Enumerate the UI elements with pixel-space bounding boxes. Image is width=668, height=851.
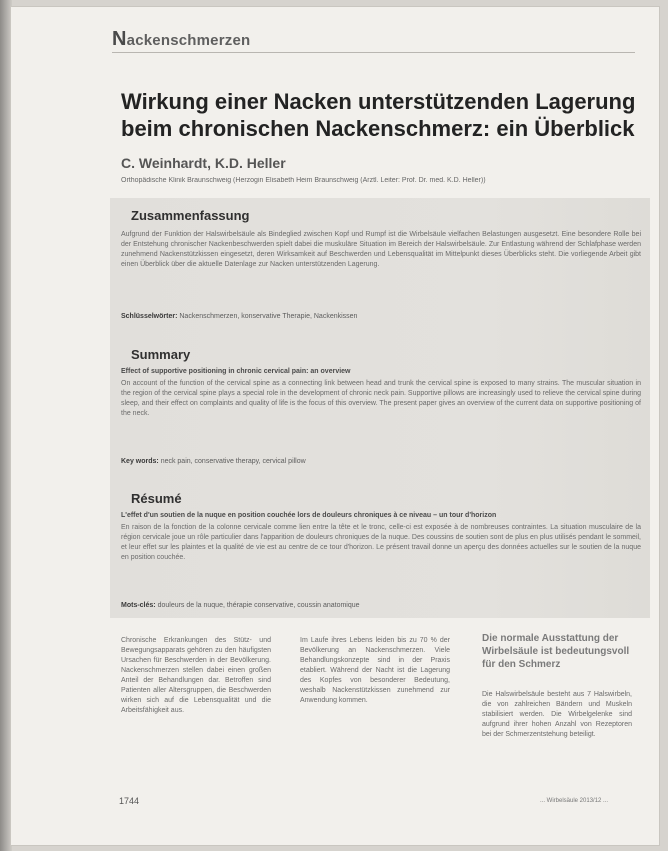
author-affiliation: Orthopädische Klinik Braunschweig (Herzogin Elisabeth Heim Braunschweig (Ärztl. Leiter: Prof. Dr. med. K.D. Heller)) bbox=[121, 177, 486, 184]
body-column-2: Im Laufe ihres Lebens leiden bis zu 70 % der Bevölkerung an Nackenschmerzen. Viele Behandlungskonzepte sind in der Praxis etabliert. Während der Nacht ist die Lagerung des Kopfes von besonderer Bedeutung, weshalb Nackenstützkissen zunehmend zur Anwendung kommen. bbox=[300, 637, 450, 704]
body-column-1: Chronische Erkrankungen des Stütz- und Bewegungsapparats gehören zu den häufigsten Ursachen für Beschwerden in der Bevölkerung. Nackenschmerzen stellen dabei einen großen Anteil der Behandlungen dar. Betroffen sind Patienten aller Altersgruppen, die Beschwerden wirken sich auf die Lebensqualität und die Arbeitsfähigkeit aus. bbox=[121, 637, 271, 714]
header-rule bbox=[112, 52, 635, 53]
page-number: 1744 bbox=[119, 796, 140, 806]
article-authors: C. Weinhardt, K.D. Heller bbox=[121, 155, 286, 171]
resume-body: En raison de la fonction de la colonne cervicale comme lien entre la tête et le tronc, celle-ci est exposée à de nombreuses contraintes. La situation musculaire de la région cervicale joue un rôle particulier dans l'apparition de douleurs chroniques de la nuque. Des coussins de soutien sont de plus en plus utilisés pendant le sommeil, et leur effet sur les plaintes et la qualité de vie est au centre de ce tour d'horizon. Le présent travail donne un aperçu des données actuelles sur le soutien de la nuque en position couchée. bbox=[121, 524, 641, 561]
journal-footer: ... Wirbelsäule 2013/12 ... bbox=[540, 798, 609, 804]
resume-subtitle: L'effet d'un soutien de la nuque en position couchée lors de douleurs chroniques à ce niveau – un tour d'horizon bbox=[121, 512, 497, 519]
summary-body: On account of the function of the cervical spine as a connecting link between head and trunk the cervical spine is exposed to many strains. The muscular situation in the region of the cervical spine plays a special role in the development of chronic neck pain. Supportive pillows are increasingly used to relieve the cervical spine during sleep, and their effect on complaints and quality of life is the focus of this overview. The present paper gives an overview of the current data on supportive positioning of the neck. bbox=[121, 380, 641, 417]
resume-keywords: Mots-clés: douleurs de la nuque, thérapie conservative, coussin anatomique bbox=[121, 602, 360, 609]
summary-subtitle: Effect of supportive positioning in chronic cervical pain: an overview bbox=[121, 368, 351, 375]
article-title: Wirkung einer Nacken unterstützenden Lagerung beim chronischen Nackenschmerz: ein Überblick bbox=[121, 89, 636, 141]
resume-heading: Résumé bbox=[131, 491, 182, 506]
summary-keywords: Key words: neck pain, conservative therapy, cervical pillow bbox=[121, 458, 306, 465]
zusammenfassung-body: Aufgrund der Funktion der Halswirbelsäule als Bindeglied zwischen Kopf und Rumpf ist die Wirbelsäule vielfachen Belastungen ausgesetzt. Eine besondere Rolle bei der Entstehung chronischer Nackenbeschwerden spielt dabei die muskuläre Situation im Bereich der Halswirbelsäule. Zur Entlastung während der Schlafphase werden zunehmend Nackenstützkissen eingesetzt, deren Wirksamkeit auf Beschwerden und Lebensqualität im Mittelpunkt dieses Überblicks steht. Die vorliegende Arbeit gibt einen Überblick über die aktuelle Datenlage zur Nacken unterstützenden Lagerung. bbox=[121, 231, 641, 268]
zusammenfassung-keywords: Schlüsselwörter: Nackenschmerzen, konservative Therapie, Nackenkissen bbox=[121, 313, 358, 320]
zusammenfassung-heading: Zusammenfassung bbox=[131, 208, 250, 223]
body-column-3: Die Halswirbelsäule besteht aus 7 Halswirbeln, die von zahlreichen Bändern und Muskeln stabilisiert werden. Die Wirbelgelenke sind aufgrund ihrer hohen Anzahl von Rezeptoren bei der Schmerzentstehung beteiligt. bbox=[482, 691, 632, 738]
summary-heading: Summary bbox=[131, 347, 191, 362]
body-column-3-heading: Die normale Ausstattung der Wirbelsäule ist bedeutungsvoll für den Schmerz bbox=[482, 633, 630, 670]
section-header: Nackenschmerzen bbox=[112, 28, 251, 50]
